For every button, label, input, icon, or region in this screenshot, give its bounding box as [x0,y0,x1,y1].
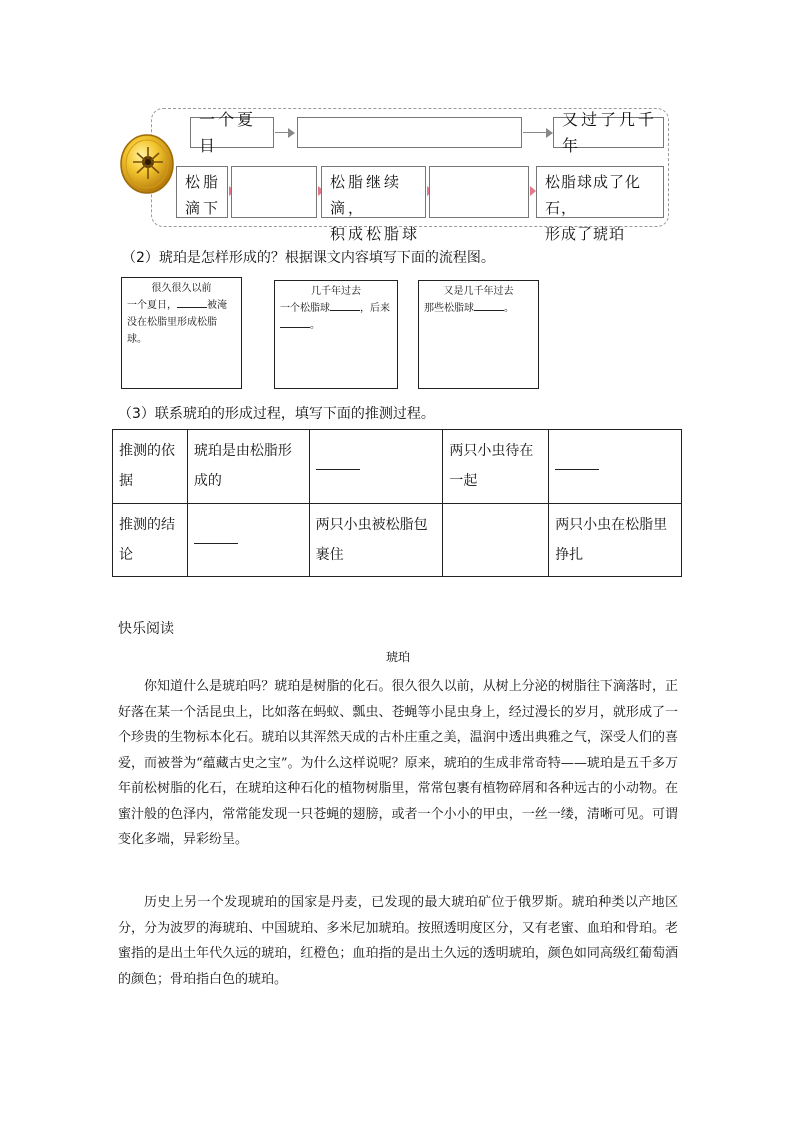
q2-box-3-blank[interactable] [474,300,504,311]
flow-step-5 [536,166,664,243]
conclusion-cell-1-blank[interactable] [187,503,309,577]
q2-box-2-before: 一个松脂球 [280,303,330,314]
table-blank[interactable] [194,529,238,544]
q2-box-3-after: 。 [504,303,514,314]
basis-cell-1: 琥珀是由松脂形成的 [187,430,309,504]
flow-end-box [553,109,664,155]
flow-step-1 [176,166,228,218]
table-row [113,503,682,577]
basis-cell-2-blank[interactable] [309,430,443,504]
flow-step-3-text: 松脂继续滴， 积成松脂球 [330,173,421,243]
conclusion-cell-4: 两只小虫在松脂里挣扎 [549,503,682,577]
flow-arrow-1 [275,132,289,133]
amber-coin-icon [119,133,175,195]
q2-box-3 [418,280,539,389]
question-2-prompt: （2）琥珀是怎样形成的？根据课文内容填写下面的流程图。 [122,250,495,266]
flow-step-2-blank[interactable] [231,166,317,218]
reading-paragraph-2: 历史上另一个发现琥珀的国家是丹麦，已发现的最大琥珀矿位于俄罗斯。琥珀种类以产地区分，分为波罗的海琥珀、中国琥珀、多米尼加琥珀。按照透明度区分，又有老蜜、血珀和骨珀。老蜜指的是出土年代久远的琥珀，红橙色；血珀指的是出土久远的透明琥珀，颜色如同高级红葡萄酒的颜色；骨珀指白色的琥珀。 [118,895,678,987]
q2-box-1-after: 被淹没在松脂里形成松脂球。 [127,300,227,345]
flow-arrow-2 [523,132,547,133]
table-blank[interactable] [316,455,360,470]
table-row [113,430,682,504]
q2-box-2-after: 。 [310,320,320,331]
reading-paragraph-1: 你知道什么是琥珀吗？琥珀是树脂的化石。很久很久以前，从树上分泌的树脂往下滴落时，正好落在某一个活昆虫上，比如落在蚂蚁、瓢虫、苍蝇等小昆虫身上，经过漫长的岁月，就形成了一个珍贵的生物标本化石。琥珀以其浑然天成的古朴庄重之美，温润中透出典雅之气，深受人们的喜爱，而被誉为“蕴藏古史之宝”。为什么这样说呢？原来，琥珀的生成非常奇特——琥珀是五千多万年前松树脂的化石，在琥珀这种石化的植物树脂里，常常包裹有植物碎屑和各种远古的小动物。在蜜汁般的色泽内，常常能发现一只苍蝇的翅膀，或者一个小小的甲虫，一丝一缕，清晰可见。可谓变化多端，异彩纷呈。 [118,679,678,847]
q2-box-3-before: 那些松脂球 [424,303,474,314]
q2-box-2-middle: ，后来 [360,303,390,314]
q2-box-1-blank[interactable] [177,297,207,308]
q2-box-2-blank-1[interactable] [330,300,360,311]
question-3-prompt: （3）联系琥珀的形成过程，填写下面的推测过程。 [118,406,435,422]
flow-start-text: 一个夏日 [199,109,257,155]
q2-box-3-title: 又是几千年过去 [443,286,514,297]
q2-box-2-title: 几千年过去 [311,286,361,297]
inference-table [112,429,682,577]
flow-arrow-2-head [546,128,553,138]
flow-step-4-blank[interactable] [429,166,529,218]
reading-heading: 快乐阅读 [118,621,174,637]
q2-box-1-before: 一个夏日， [127,300,177,311]
flow-arrow-1-head [288,128,295,138]
row-label-conclusion: 推测的结论 [113,503,188,577]
flow-step-5-text: 松脂球成了化石， 形成了琥珀 [545,173,642,243]
row-label-basis: 推测的依据 [113,430,188,504]
basis-cell-3: 两只小虫待在一起 [443,430,549,504]
conclusion-cell-2: 两只小虫被松脂包裹住 [309,503,443,577]
reading-title: 琥珀 [386,650,411,664]
flow-start-box [190,109,274,155]
flow-step-3 [321,166,426,243]
flow-middle-blank-box[interactable] [297,117,522,148]
q2-box-2 [274,280,398,389]
flow-step-1-text: 松脂 滴下 [185,173,222,217]
q2-box-1 [121,277,242,389]
flow-end-text: 又过了几千年 [562,109,658,155]
conclusion-cell-3-empty[interactable] [443,503,549,577]
basis-cell-4-blank[interactable] [549,430,682,504]
table-blank[interactable] [555,455,599,470]
q2-box-2-blank-2[interactable] [280,317,310,328]
q2-box-1-title: 很久很久以前 [151,283,212,294]
